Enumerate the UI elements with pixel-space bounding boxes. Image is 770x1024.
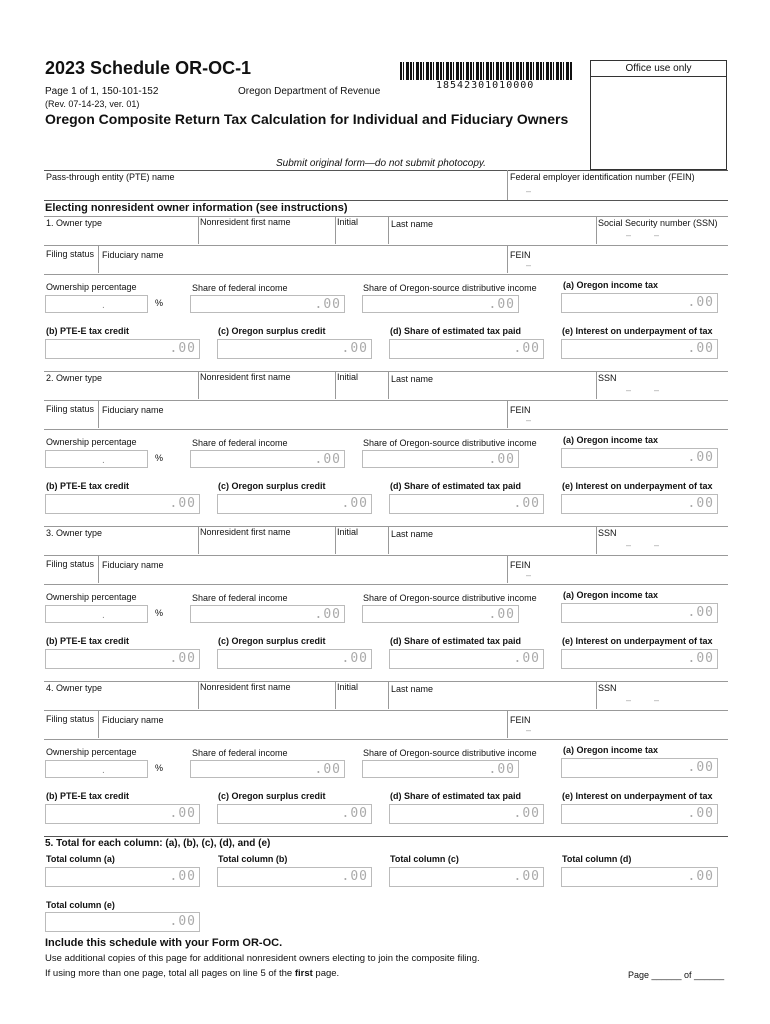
office-use-label: Office use only [591, 61, 726, 77]
pte-e-credit-input[interactable]: .00 [45, 494, 200, 514]
total-col-a-input[interactable]: .00 [45, 867, 200, 887]
surplus-credit-input[interactable]: .00 [217, 339, 372, 359]
fiduciary-name-label: Fiduciary name [102, 715, 164, 725]
include-note: Include this schedule with your Form OR-OC. [45, 937, 283, 949]
federal-income-label: Share of federal income [192, 748, 288, 758]
initial-label: Initial [337, 217, 359, 227]
fiduciary-name-label: Fiduciary name [102, 405, 164, 415]
last-name-label: Last name [391, 684, 434, 694]
interest-underpayment-input[interactable]: .00 [561, 494, 718, 514]
owner-type-label: 1. Owner type [46, 218, 103, 228]
owner-type-label: 4. Owner type [46, 683, 103, 693]
federal-income-label: Share of federal income [192, 593, 288, 603]
ssn-input[interactable]: – – [626, 540, 660, 550]
initial-label: Initial [337, 682, 359, 692]
first-name-input[interactable] [200, 226, 332, 242]
ownership-percentage-label: Ownership percentage [46, 437, 137, 447]
interest-underpayment-input[interactable]: .00 [561, 339, 718, 359]
first-name-label: Nonresident first name [200, 527, 291, 537]
pte-name-input[interactable] [46, 182, 506, 196]
revision: (Rev. 07-14-23, ver. 01) [45, 99, 140, 109]
section-heading: Electing nonresident owner information (see instructions) [45, 202, 348, 214]
form-subtitle: Oregon Composite Return Tax Calculation for Individual and Fiduciary Owners [45, 111, 569, 127]
oregon-income-label: Share of Oregon-source distributive income [363, 593, 537, 603]
total-col-d-input[interactable]: .00 [561, 867, 718, 887]
federal-income-input[interactable]: .00 [190, 295, 345, 313]
footer-line1: Use additional copies of this page for additional nonresident owners electing to join the composite filing. [45, 953, 480, 964]
pte-e-credit-label: (b) PTE-E tax credit [46, 791, 130, 801]
oregon-income-tax-label: (a) Oregon income tax [563, 435, 659, 445]
pte-name-label: Pass-through entity (PTE) name [46, 172, 175, 182]
ownership-percentage-input[interactable]: . [45, 450, 148, 468]
ownership-percentage-label: Ownership percentage [46, 592, 137, 602]
oregon-income-input[interactable]: .00 [362, 450, 519, 468]
fein-label: Federal employer identification number (FEIN) [510, 172, 695, 182]
oregon-income-tax-label: (a) Oregon income tax [563, 280, 659, 290]
last-name-label: Last name [391, 219, 434, 229]
office-use-box [590, 60, 727, 170]
estimated-tax-label: (d) Share of estimated tax paid [390, 636, 522, 646]
oregon-income-tax-input[interactable]: .00 [561, 293, 718, 313]
surplus-credit-label: (c) Oregon surplus credit [218, 636, 326, 646]
department-name: Oregon Department of Revenue [238, 86, 381, 97]
interest-underpayment-input[interactable]: .00 [561, 804, 718, 824]
total-col-c-label: Total column (c) [390, 854, 459, 864]
entity-fein-input[interactable]: – [526, 186, 532, 196]
submit-note: Submit original form—do not submit photocopy. [276, 158, 486, 169]
ssn-input[interactable]: – – [626, 695, 660, 705]
ownership-percentage-input[interactable]: . [45, 605, 148, 623]
interest-underpayment-label: (e) Interest on underpayment of tax [562, 636, 713, 646]
form-title: 2023 Schedule OR-OC-1 [45, 58, 252, 78]
surplus-credit-input[interactable]: .00 [217, 649, 372, 669]
ownership-percentage-label: Ownership percentage [46, 747, 137, 757]
last-name-label: Last name [391, 374, 434, 384]
first-name-input[interactable] [200, 691, 332, 707]
fein-label: FEIN [510, 250, 531, 260]
ownership-percentage-input[interactable]: . [45, 295, 148, 313]
total-col-b-label: Total column (b) [218, 854, 288, 864]
owner-type-label: 3. Owner type [46, 528, 103, 538]
oregon-income-tax-label: (a) Oregon income tax [563, 590, 659, 600]
first-name-label: Nonresident first name [200, 682, 291, 692]
fiduciary-name-label: Fiduciary name [102, 560, 164, 570]
federal-income-input[interactable]: .00 [190, 760, 345, 778]
pte-e-credit-label: (b) PTE-E tax credit [46, 481, 130, 491]
owner-fein-input[interactable]: – [526, 725, 532, 735]
first-name-input[interactable] [200, 536, 332, 552]
ssn-input[interactable]: – – [626, 385, 660, 395]
oregon-income-tax-label: (a) Oregon income tax [563, 745, 659, 755]
barcode [400, 62, 572, 80]
barcode-number: 18542301010000 [436, 80, 535, 91]
page-info: Page 1 of 1, 150-101-152 [45, 86, 159, 97]
estimated-tax-input[interactable]: .00 [389, 494, 544, 514]
estimated-tax-input[interactable]: .00 [389, 649, 544, 669]
owner-fein-input[interactable]: – [526, 570, 532, 580]
last-name-label: Last name [391, 529, 434, 539]
ownership-percentage-input[interactable]: . [45, 760, 148, 778]
owner-fein-input[interactable]: – [526, 260, 532, 270]
fiduciary-name-label: Fiduciary name [102, 250, 164, 260]
surplus-credit-label: (c) Oregon surplus credit [218, 326, 326, 336]
estimated-tax-input[interactable]: .00 [389, 339, 544, 359]
federal-income-input[interactable]: .00 [190, 605, 345, 623]
ssn-label: SSN [598, 528, 617, 538]
initial-label: Initial [337, 527, 359, 537]
pte-e-credit-label: (b) PTE-E tax credit [46, 326, 130, 336]
interest-underpayment-label: (e) Interest on underpayment of tax [562, 326, 713, 336]
footer-line2: If using more than one page, total all pages on line 5 of the first page. [45, 968, 340, 979]
filing-status-label: Filing status [46, 714, 95, 724]
ssn-input[interactable]: – – [626, 230, 660, 240]
oregon-income-input[interactable]: .00 [362, 605, 519, 623]
surplus-credit-input[interactable]: .00 [217, 494, 372, 514]
interest-underpayment-input[interactable]: .00 [561, 649, 718, 669]
total-col-b-input[interactable]: .00 [217, 867, 372, 887]
interest-underpayment-label: (e) Interest on underpayment of tax [562, 481, 713, 491]
federal-income-label: Share of federal income [192, 283, 288, 293]
first-name-label: Nonresident first name [200, 217, 291, 227]
ownership-percentage-label: Ownership percentage [46, 282, 137, 292]
pte-e-credit-input[interactable]: .00 [45, 649, 200, 669]
owner-fein-input[interactable]: – [526, 415, 532, 425]
surplus-credit-label: (c) Oregon surplus credit [218, 481, 326, 491]
oregon-income-tax-input[interactable]: .00 [561, 603, 718, 623]
totals-heading: 5. Total for each column: (a), (b), (c), (d), and (e) [45, 838, 271, 849]
ssn-label: SSN [598, 683, 617, 693]
total-col-e-input[interactable]: .00 [45, 912, 200, 932]
ssn-label: SSN [598, 373, 617, 383]
fein-label: FEIN [510, 560, 531, 570]
oregon-income-tax-input[interactable]: .00 [561, 758, 718, 778]
oregon-income-label: Share of Oregon-source distributive income [363, 748, 537, 758]
surplus-credit-label: (c) Oregon surplus credit [218, 791, 326, 801]
fein-label: FEIN [510, 405, 531, 415]
fein-label: FEIN [510, 715, 531, 725]
owner-type-label: 2. Owner type [46, 373, 103, 383]
estimated-tax-label: (d) Share of estimated tax paid [390, 481, 522, 491]
pte-e-credit-input[interactable]: .00 [45, 804, 200, 824]
filing-status-label: Filing status [46, 404, 95, 414]
estimated-tax-input[interactable]: .00 [389, 804, 544, 824]
oregon-income-label: Share of Oregon-source distributive income [363, 438, 537, 448]
total-col-a-label: Total column (a) [46, 854, 115, 864]
initial-label: Initial [337, 372, 359, 382]
surplus-credit-input[interactable]: .00 [217, 804, 372, 824]
estimated-tax-label: (d) Share of estimated tax paid [390, 326, 522, 336]
total-col-e-label: Total column (e) [46, 900, 115, 910]
ssn-label: Social Security number (SSN) [598, 218, 718, 228]
oregon-income-input[interactable]: .00 [362, 760, 519, 778]
total-col-c-input[interactable]: .00 [389, 867, 544, 887]
federal-income-input[interactable]: .00 [190, 450, 345, 468]
first-name-label: Nonresident first name [200, 372, 291, 382]
interest-underpayment-label: (e) Interest on underpayment of tax [562, 791, 713, 801]
filing-status-label: Filing status [46, 559, 95, 569]
first-name-input[interactable] [200, 381, 332, 397]
pte-e-credit-label: (b) PTE-E tax credit [46, 636, 130, 646]
filing-status-label: Filing status [46, 249, 95, 259]
federal-income-label: Share of federal income [192, 438, 288, 448]
total-col-d-label: Total column (d) [562, 854, 632, 864]
page-of: Page ______ of ______ [628, 970, 725, 980]
oregon-income-input[interactable]: .00 [362, 295, 519, 313]
oregon-income-tax-input[interactable]: .00 [561, 448, 718, 468]
oregon-income-label: Share of Oregon-source distributive income [363, 283, 537, 293]
pte-e-credit-input[interactable]: .00 [45, 339, 200, 359]
estimated-tax-label: (d) Share of estimated tax paid [390, 791, 522, 801]
